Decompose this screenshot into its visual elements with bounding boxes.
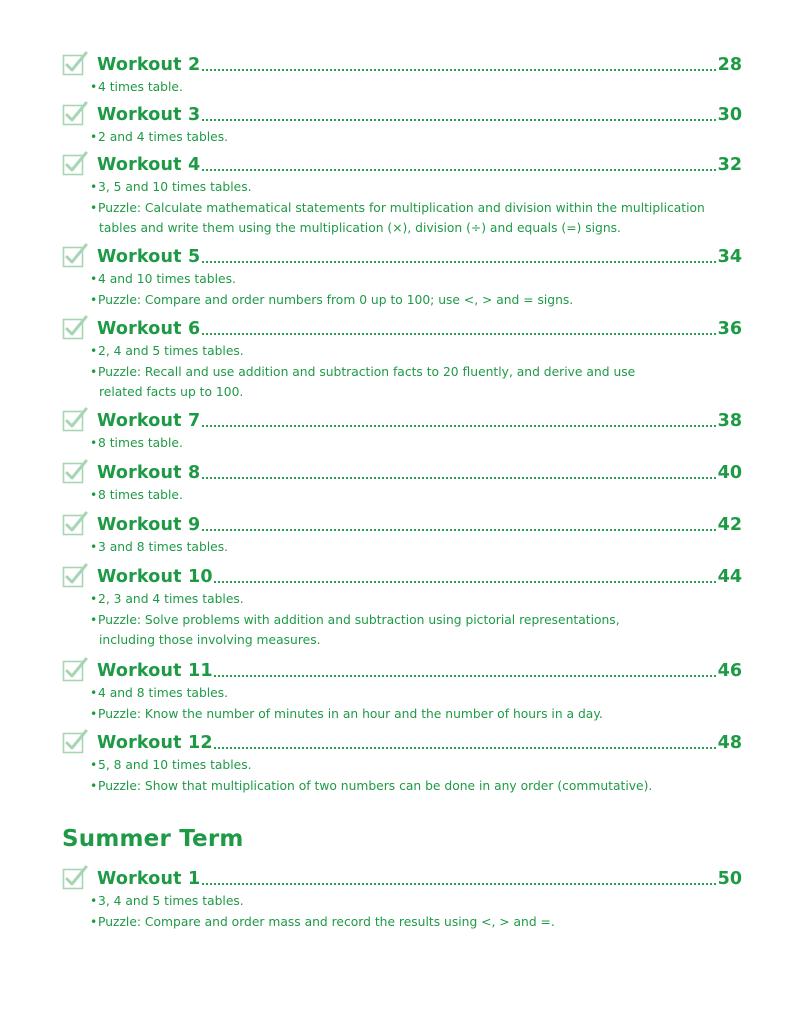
bullet: •: [90, 200, 98, 215]
toc-entry-title: Workout 5: [97, 247, 201, 267]
toc-entry-description-line: [90, 382, 740, 403]
bullet: •: [90, 80, 98, 94]
description-text: 8 times table.: [98, 488, 183, 502]
toc-entry-descriptions: [90, 177, 740, 239]
toc-entry-description-line: [90, 704, 740, 725]
checkbox-tick-icon: [62, 150, 88, 176]
toc-entry-title: Workout 1: [97, 869, 201, 889]
toc-entry-title: Workout 3: [97, 105, 201, 125]
toc-entry-page-number: 30: [717, 105, 742, 125]
description-text: related facts up to 100.: [99, 385, 244, 399]
toc-entry-description-line: [90, 485, 740, 506]
description-text: Puzzle: Compare and order mass and record the results using <, > and =.: [98, 914, 555, 929]
toc-entry-description-line: [90, 776, 740, 797]
bullet: •: [90, 894, 98, 908]
toc-entry-title: Workout 2: [97, 55, 201, 75]
bullet: •: [90, 130, 98, 144]
toc-entry-title: Workout 12: [97, 733, 213, 753]
toc-entry-page-number: 44: [717, 567, 742, 587]
toc-entry-heading: [62, 242, 740, 272]
checkbox-tick-icon: [62, 242, 88, 268]
toc-entry-description-line: [90, 912, 740, 933]
section-title-summer-term: Summer Term: [62, 826, 244, 852]
toc-entry-heading: [62, 864, 740, 894]
toc-entry-heading: [62, 100, 740, 130]
toc-entry-descriptions: [90, 891, 740, 932]
bullet: •: [90, 292, 98, 307]
toc-entry-heading: [62, 50, 740, 80]
toc-entry-heading: [62, 510, 740, 540]
bullet: •: [90, 612, 98, 627]
toc-entry-description-line: [90, 77, 740, 98]
description-text: 3, 4 and 5 times tables.: [98, 894, 244, 908]
toc-entry-descriptions: [90, 589, 740, 651]
description-text: 3 and 8 times tables.: [98, 540, 229, 554]
toc-entry-description-line: [90, 177, 740, 198]
bullet: •: [90, 272, 98, 286]
bullet: •: [90, 686, 98, 700]
toc-entry-descriptions: [90, 683, 740, 724]
checkbox-tick-icon: [62, 458, 88, 484]
toc-entry-heading: [62, 406, 740, 436]
toc-entry-page-number: 32: [717, 155, 742, 175]
toc-entry-page-number: 48: [717, 733, 742, 753]
toc-entry-description-line: [90, 198, 740, 219]
description-text: 2, 4 and 5 times tables.: [98, 344, 244, 358]
checkbox-tick-icon: [62, 314, 88, 340]
checkbox-tick-icon: [62, 728, 88, 754]
description-text: Puzzle: Recall and use addition and subtraction facts to 20 fluently, and derive and use: [98, 364, 636, 379]
toc-entry-descriptions: [90, 127, 740, 148]
checkbox-tick-icon: [62, 100, 88, 126]
toc-entry-page-number: 28: [717, 55, 742, 75]
checkbox-tick-icon: [62, 50, 88, 76]
checkbox-tick-icon: [62, 656, 88, 682]
toc-entry-title: Workout 9: [97, 515, 201, 535]
toc-entry-page-number: 40: [717, 463, 742, 483]
toc-entry-heading: [62, 458, 740, 488]
bullet: •: [90, 180, 98, 194]
toc-entry-description-line: [90, 218, 740, 239]
toc-entry-description-line: [90, 589, 740, 610]
toc-entry-description-line: [90, 127, 740, 148]
description-text: 2 and 4 times tables.: [98, 130, 229, 144]
checkbox-tick-icon: [62, 406, 88, 432]
toc-entry-description-line: [90, 341, 740, 362]
bullet: •: [90, 778, 98, 793]
bullet: •: [90, 706, 98, 721]
toc-entry-description-line: [90, 269, 740, 290]
toc-entry-descriptions: [90, 755, 740, 796]
toc-entry-page-number: 36: [717, 319, 742, 339]
description-text: tables and write them using the multiplication (×), division (÷) and equals (=) signs.: [99, 221, 621, 235]
description-text: Puzzle: Solve problems with addition and subtraction using pictorial representations,: [98, 612, 620, 627]
toc-entry-page-number: 34: [717, 247, 742, 267]
toc-entry-description-line: [90, 433, 740, 454]
checkbox-tick-icon: [62, 562, 88, 588]
description-text: 5, 8 and 10 times tables.: [98, 758, 252, 772]
toc-entry-page-number: 42: [717, 515, 742, 535]
toc-entry-description-line: [90, 630, 740, 651]
bullet: •: [90, 914, 98, 929]
toc-entry-description-line: [90, 537, 740, 558]
description-text: 4 and 10 times tables.: [98, 272, 236, 286]
checkbox-tick-icon: [62, 510, 88, 536]
toc-entry-descriptions: [90, 433, 740, 454]
description-text: 8 times table.: [98, 436, 183, 450]
description-text: 3, 5 and 10 times tables.: [98, 180, 252, 194]
toc-entry-heading: [62, 314, 740, 344]
bullet: •: [90, 540, 98, 554]
toc-entry-description-line: [90, 891, 740, 912]
bullet: •: [90, 488, 98, 502]
toc-entry-page-number: 46: [717, 661, 742, 681]
toc-entry-heading: [62, 656, 740, 686]
toc-entry-description-line: [90, 683, 740, 704]
toc-entry-title: Workout 8: [97, 463, 201, 483]
description-text: 2, 3 and 4 times tables.: [98, 592, 244, 606]
toc-entry-descriptions: [90, 77, 740, 98]
toc-entry-description-line: [90, 362, 740, 383]
toc-entry-title: Workout 10: [97, 567, 213, 587]
toc-entry-title: Workout 4: [97, 155, 201, 175]
toc-entry-heading: [62, 728, 740, 758]
toc-entry-title: Workout 7: [97, 411, 201, 431]
bullet: •: [90, 344, 98, 358]
description-text: including those involving measures.: [99, 633, 321, 647]
bullet: •: [90, 436, 98, 450]
toc-entry-descriptions: [90, 485, 740, 506]
description-text: Puzzle: Show that multiplication of two numbers can be done in any order (commutative).: [98, 778, 653, 793]
description-text: Puzzle: Compare and order numbers from 0 up to 100; use <, > and = signs.: [98, 292, 574, 307]
checkbox-tick-icon: [62, 864, 88, 890]
bullet: •: [90, 592, 98, 606]
description-text: 4 times table.: [98, 80, 183, 94]
description-text: Puzzle: Calculate mathematical statements for multiplication and division within the multiplication: [98, 200, 705, 215]
toc-entry-description-line: [90, 755, 740, 776]
toc-entry-heading: [62, 562, 740, 592]
bullet: •: [90, 364, 98, 379]
toc-entry-page-number: 50: [717, 869, 742, 889]
toc-entry-descriptions: [90, 537, 740, 558]
bullet: •: [90, 758, 98, 772]
toc-entry-description-line: [90, 610, 740, 631]
description-text: Puzzle: Know the number of minutes in an hour and the number of hours in a day.: [98, 706, 603, 721]
description-text: 4 and 8 times tables.: [98, 686, 229, 700]
toc-entry-page-number: 38: [717, 411, 742, 431]
toc-entry-descriptions: [90, 269, 740, 310]
toc-entry-description-line: [90, 290, 740, 311]
toc-entry-title: Workout 11: [97, 661, 213, 681]
toc-entry-descriptions: [90, 341, 740, 403]
toc-entry-title: Workout 6: [97, 319, 201, 339]
toc-entry-heading: [62, 150, 740, 180]
